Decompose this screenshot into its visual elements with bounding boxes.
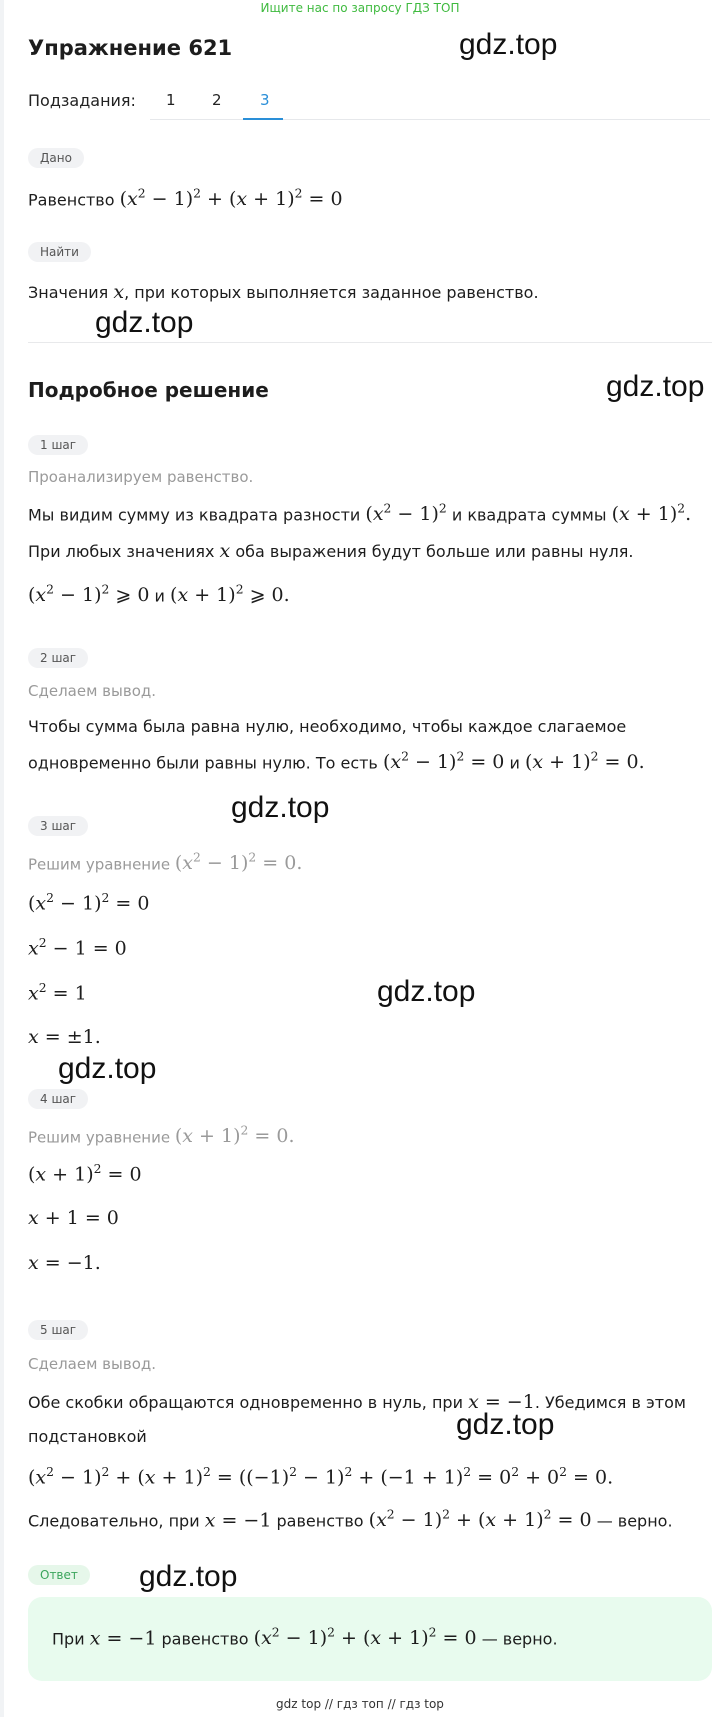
step-4-eq-3: x = −1. [28, 1252, 101, 1274]
step-4-eq-2: x + 1 = 0 [28, 1207, 119, 1229]
subtasks-label: Подзадания: [28, 91, 136, 110]
step-3-eq-2: $x^2 - 1 = 0$ [28, 936, 127, 960]
watermark: gdz.top [95, 306, 194, 339]
step-4-eq-1: $(x + 1)^2 = 0$ [28, 1162, 142, 1186]
step-5-intro: Сделаем вывод. [28, 1355, 157, 1373]
step-3-intro: Решим уравнение $(x^2 - 1)^2 = 0$. [28, 851, 303, 875]
footer-links[interactable]: gdz top // гдз топ // гдз top [276, 1697, 444, 1711]
step-3-eq-1: $(x^2 - 1)^2 = 0$ [28, 891, 150, 915]
page-title: Упражнение 621 [28, 36, 233, 60]
active-tab-indicator [243, 118, 283, 120]
watermark: gdz.top [606, 370, 705, 403]
watermark: gdz.top [456, 1408, 555, 1441]
section-divider [28, 342, 712, 343]
watermark: gdz.top [231, 791, 330, 824]
step-2-badge: 2 шаг [28, 648, 88, 668]
answer-text: При x = −1 равенство $(x^2 - 1)^2 + (x + 1)^2 = 0$ — верно. [52, 1626, 558, 1650]
left-rail [0, 0, 4, 1717]
watermark: gdz.top [139, 1560, 238, 1593]
step-3-eq-3: $x^2 = 1$ [28, 981, 87, 1005]
step-1-line-3: $(x^2 - 1)^2$ ⩾ 0 и $(x + 1)^2$ ⩾ 0. [28, 583, 290, 607]
step-5-line-2: подстановкой [28, 1427, 147, 1446]
step-3-badge: 3 шаг [28, 816, 88, 836]
step-4-badge: 4 шаг [28, 1089, 88, 1109]
step-5-eq-1: $(x^2 - 1)^2 + (x + 1)^2 = ((-1)^2 - 1)^2 + (-1 + 1)^2 = 0^2 + 0^2 = 0$. [28, 1465, 614, 1489]
watermark: gdz.top [459, 28, 558, 61]
step-1-intro: Проанализируем равенство. [28, 468, 254, 486]
step-2-intro: Сделаем вывод. [28, 682, 157, 700]
step-5-line-1: Обе скобки обращаются одновременно в нуль, при x = −1. Убедимся в этом [28, 1391, 686, 1413]
solution-title: Подробное решение [28, 378, 269, 402]
step-2-line-2: одновременно были равны нулю. То есть $(x^2 - 1)^2 = 0$ и $(x + 1)^2 = 0$. [28, 750, 645, 774]
watermark: gdz.top [58, 1052, 157, 1085]
step-1-badge: 1 шаг [28, 435, 88, 455]
step-1-line-1: Мы видим сумму из квадрата разности $(x^2 - 1)^2$ и квадрата суммы $(x + 1)^2$. [28, 502, 692, 526]
step-2-line-1: Чтобы сумма была равна нулю, необходимо, чтобы каждое слагаемое [28, 717, 627, 736]
find-badge: Найти [28, 242, 91, 262]
tab-subtask-1[interactable]: 1 [166, 91, 176, 109]
tabs-divider [150, 119, 710, 120]
step-3-eq-4: x = ±1. [28, 1026, 101, 1048]
step-5-line-4: Следовательно, при x = −1 равенство $(x^2 - 1)^2 + (x + 1)^2 = 0$ — верно. [28, 1508, 673, 1532]
given-text: Равенство $(x^2 - 1)^2 + (x + 1)^2 = 0$ [28, 187, 343, 211]
tab-subtask-2[interactable]: 2 [212, 91, 222, 109]
find-text: Значения x, при которых выполняется заданное равенство. [28, 281, 539, 303]
step-4-intro: Решим уравнение $(x + 1)^2 = 0$. [28, 1124, 295, 1148]
step-1-line-2: При любых значениях x оба выражения будут больше или равны нуля. [28, 540, 634, 562]
tab-subtask-3[interactable]: 3 [260, 91, 270, 109]
step-5-badge: 5 шаг [28, 1320, 88, 1340]
top-banner[interactable]: Ищите нас по запросу ГДЗ ТОП [260, 1, 460, 15]
given-badge: Дано [28, 148, 84, 168]
watermark: gdz.top [377, 975, 476, 1008]
answer-badge: Ответ [28, 1565, 90, 1585]
